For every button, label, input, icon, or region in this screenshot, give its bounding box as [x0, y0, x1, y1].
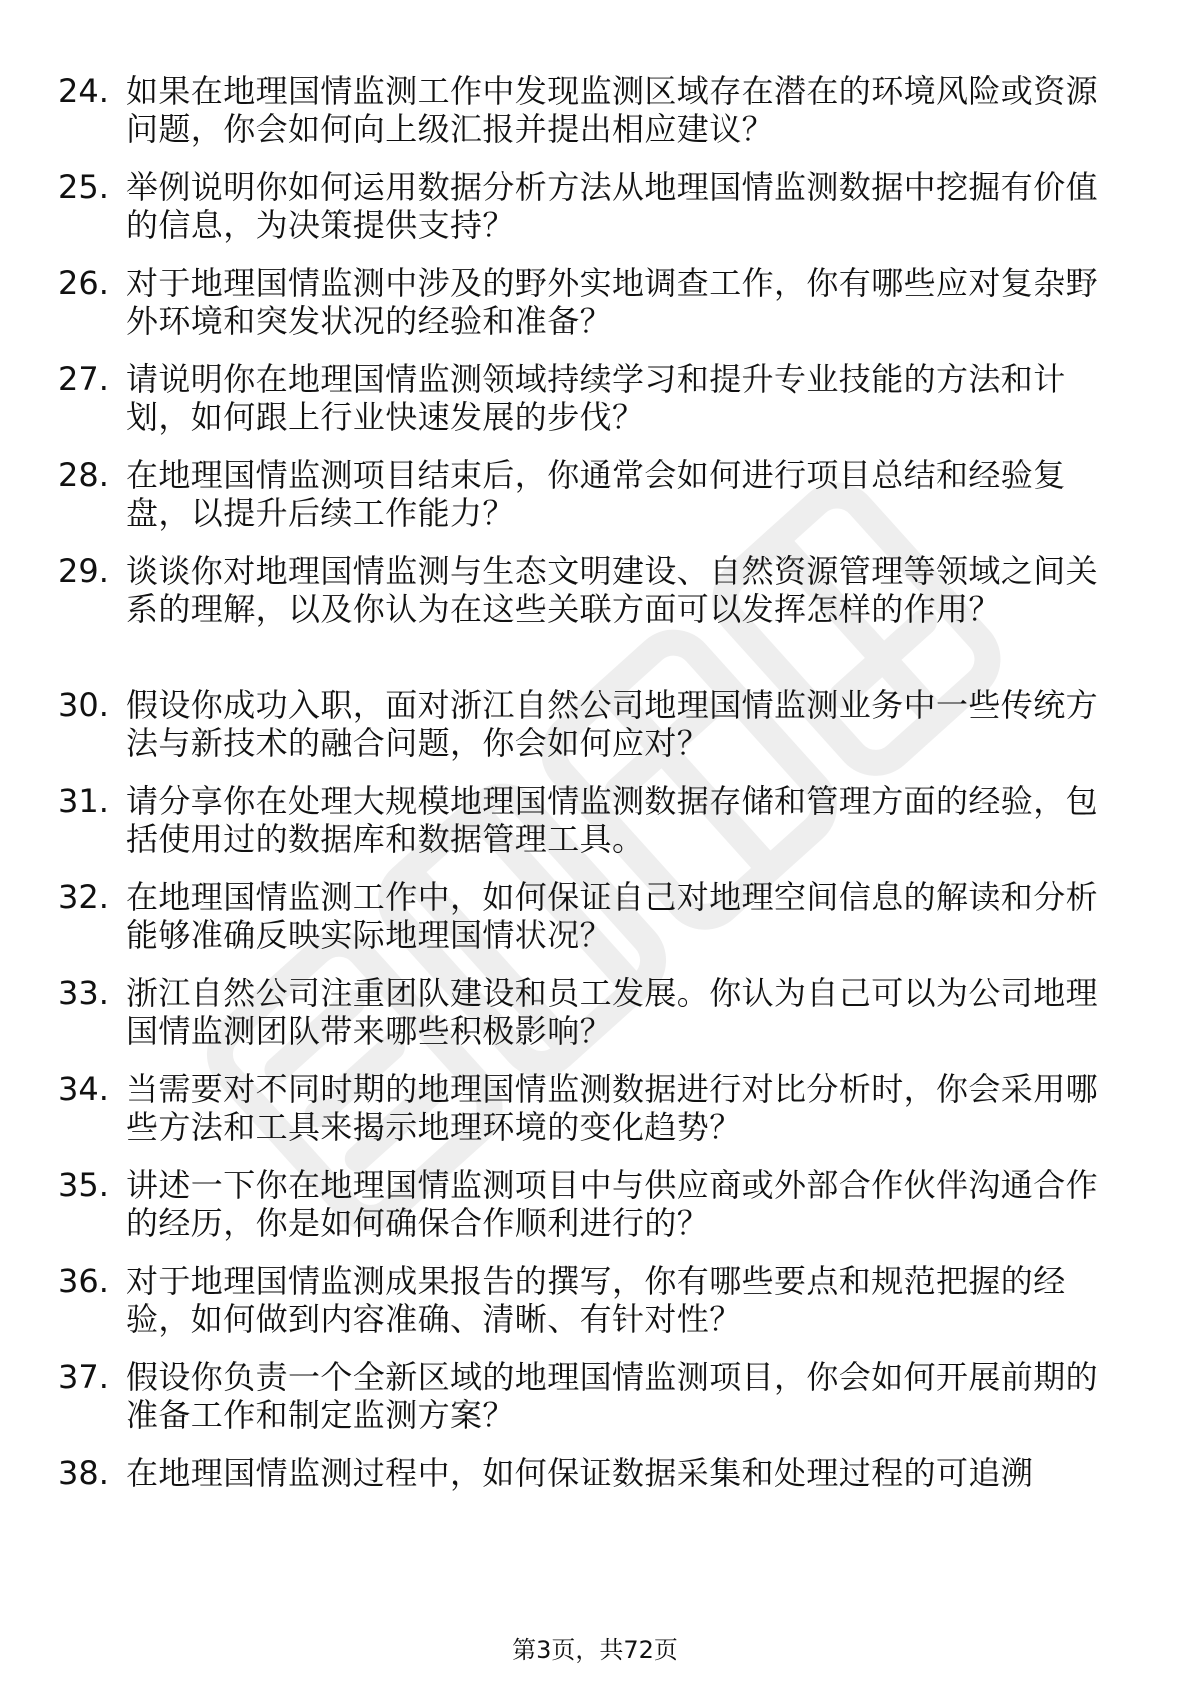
question-text: 浙江自然公司注重团队建设和员工发展。你认为自己可以为公司地理国情监测团队带来哪些积极影响？ — [126, 974, 1099, 1050]
question-number: 28. — [58, 456, 109, 494]
question-number: 27. — [58, 360, 109, 398]
question-text: 谈谈你对地理国情监测与生态文明建设、自然资源管理等领域之间关系的理解，以及你认为在这些关联方面可以发挥怎样的作用？ — [126, 552, 1099, 628]
question-number: 38. — [58, 1454, 109, 1492]
question-number: 33. — [58, 974, 109, 1012]
question-number: 31. — [58, 782, 109, 820]
page-number-footer: 第3页，共72页 — [512, 1636, 678, 1664]
question-number: 35. — [58, 1166, 109, 1204]
question-text: 假设你成功入职，面对浙江自然公司地理国情监测业务中一些传统方法与新技术的融合问题，你会如何应对？ — [126, 686, 1099, 762]
question-text: 如果在地理国情监测工作中发现监测区域存在潜在的环境风险或资源问题，你会如何向上级汇报并提出相应建议？ — [126, 72, 1099, 148]
question-text: 假设你负责一个全新区域的地理国情监测项目，你会如何开展前期的准备工作和制定监测方案？ — [126, 1358, 1099, 1434]
question-text: 在地理国情监测工作中，如何保证自己对地理空间信息的解读和分析能够准确反映实际地理国情状况？ — [126, 878, 1099, 954]
question-text: 讲述一下你在地理国情监测项目中与供应商或外部合作伙伴沟通合作的经历，你是如何确保合作顺利进行的？ — [126, 1166, 1099, 1242]
question-text: 请说明你在地理国情监测领域持续学习和提升专业技能的方法和计划，如何跟上行业快速发展的步伐？ — [126, 360, 1066, 436]
question-number: 30. — [58, 686, 109, 724]
question-number: 32. — [58, 878, 109, 916]
question-text: 当需要对不同时期的地理国情监测数据进行对比分析时，你会采用哪些方法和工具来揭示地理环境的变化趋势？ — [126, 1070, 1099, 1146]
question-number: 34. — [58, 1070, 109, 1108]
question-number: 26. — [58, 264, 109, 302]
question-text: 在地理国情监测项目结束后，你通常会如何进行项目总结和经验复盘，以提升后续工作能力？ — [126, 456, 1066, 532]
question-text: 对于地理国情监测中涉及的野外实地调查工作，你有哪些应对复杂野外环境和突发状况的经验和准备？ — [126, 264, 1099, 340]
question-number: 24. — [58, 72, 109, 110]
question-number: 29. — [58, 552, 109, 590]
question-text: 对于地理国情监测成果报告的撰写，你有哪些要点和规范把握的经验，如何做到内容准确、清晰、有针对性？ — [126, 1262, 1066, 1338]
question-text: 请分享你在处理大规模地理国情监测数据存储和管理方面的经验，包括使用过的数据库和数据管理工具。 — [126, 782, 1099, 858]
question-number: 36. — [58, 1262, 109, 1300]
question-text: 举例说明你如何运用数据分析方法从地理国情监测数据中挖掘有价值的信息，为决策提供支持？ — [126, 168, 1099, 244]
question-number: 37. — [58, 1358, 109, 1396]
question-number: 25. — [58, 168, 109, 206]
question-text: 在地理国情监测过程中，如何保证数据采集和处理过程的可追溯 — [126, 1454, 1034, 1492]
